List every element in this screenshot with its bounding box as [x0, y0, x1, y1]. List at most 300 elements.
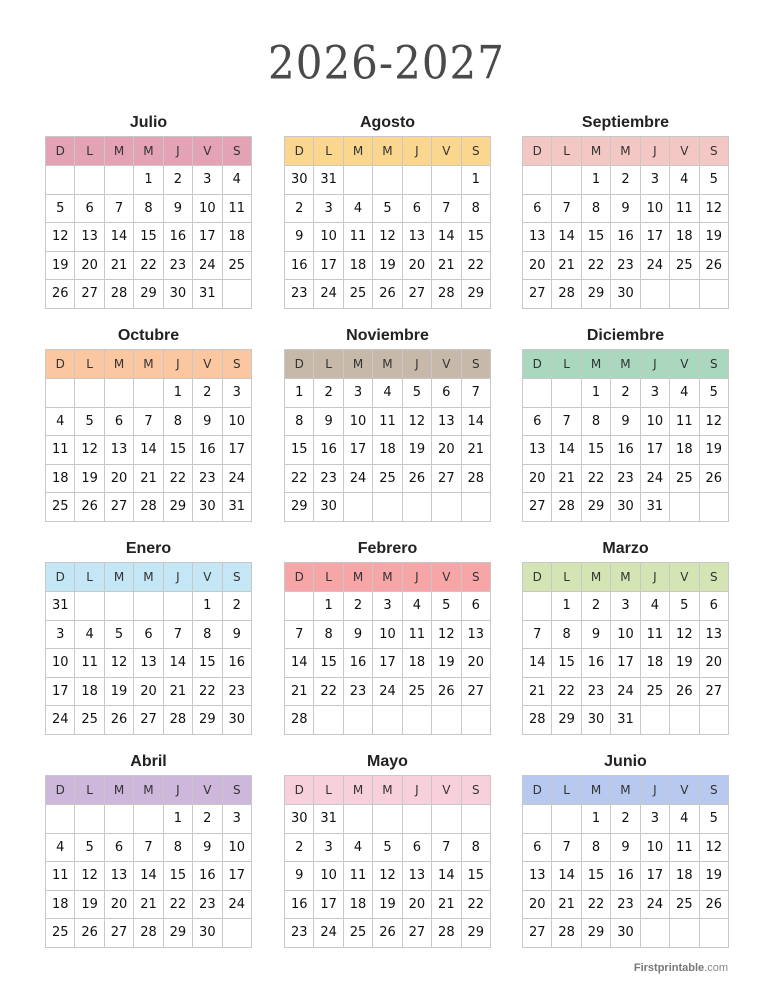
day-cell: 18: [670, 862, 699, 891]
day-cell: 22: [193, 677, 222, 706]
day-cell: [163, 592, 192, 621]
day-cell: 29: [581, 493, 610, 522]
day-cell: 15: [163, 862, 192, 891]
weekday-label: S: [699, 563, 728, 592]
day-cell: 2: [343, 592, 372, 621]
week-row: [523, 833, 729, 862]
weekday-label: L: [552, 776, 581, 805]
day-cell: 1: [314, 592, 343, 621]
day-cell: 4: [343, 833, 372, 862]
weekday-label: L: [75, 350, 104, 379]
weekday-label: S: [461, 137, 490, 166]
day-cell: 5: [699, 805, 728, 834]
day-cell: 24: [373, 677, 402, 706]
day-cell: 25: [343, 919, 372, 948]
week-row: [523, 592, 729, 621]
day-cell: [104, 805, 133, 834]
weekday-label: M: [134, 137, 163, 166]
month-abril: [45, 749, 252, 948]
week-row: [46, 649, 252, 678]
week-row: [523, 890, 729, 919]
day-cell: 14: [523, 649, 552, 678]
day-cell: 4: [670, 166, 699, 195]
day-cell: 16: [314, 436, 343, 465]
day-cell: 15: [285, 436, 314, 465]
day-cell: 18: [46, 890, 75, 919]
day-cell: 5: [402, 379, 431, 408]
week-row: [523, 493, 729, 522]
day-cell: 2: [611, 379, 640, 408]
weekday-label: J: [402, 137, 431, 166]
day-cell: [552, 379, 581, 408]
day-cell: [432, 805, 461, 834]
day-cell: 27: [461, 677, 490, 706]
day-cell: 27: [523, 919, 552, 948]
weekday-header-row: [46, 563, 252, 592]
month-name: Febrero: [357, 540, 418, 557]
day-cell: [285, 592, 314, 621]
weekday-label: D: [46, 776, 75, 805]
day-cell: 13: [699, 620, 728, 649]
day-cell: 20: [523, 464, 552, 493]
day-cell: 23: [285, 919, 314, 948]
day-cell: 18: [343, 890, 372, 919]
weekday-label: V: [432, 350, 461, 379]
day-cell: 17: [640, 223, 669, 252]
day-cell: 27: [104, 919, 133, 948]
day-cell: 24: [314, 919, 343, 948]
day-cell: 13: [104, 862, 133, 891]
day-cell: 8: [163, 407, 192, 436]
day-cell: 17: [343, 436, 372, 465]
day-cell: 29: [461, 919, 490, 948]
month-marzo: [522, 536, 729, 735]
day-cell: 17: [222, 436, 251, 465]
day-cell: 13: [523, 223, 552, 252]
day-cell: 8: [193, 620, 222, 649]
weekday-header-row: [285, 563, 491, 592]
day-cell: 27: [432, 464, 461, 493]
weekday-label: V: [193, 350, 222, 379]
month-noviembre: [284, 323, 491, 522]
day-cell: [699, 919, 728, 948]
day-cell: 13: [75, 223, 104, 252]
day-cell: 27: [402, 919, 431, 948]
day-cell: 21: [104, 251, 133, 280]
weekday-label: S: [461, 563, 490, 592]
day-cell: 22: [461, 251, 490, 280]
month-table: [522, 562, 729, 735]
week-row: [523, 436, 729, 465]
day-cell: 20: [104, 890, 133, 919]
day-cell: 15: [134, 223, 163, 252]
day-cell: 10: [193, 194, 222, 223]
day-cell: 5: [373, 194, 402, 223]
day-cell: 31: [46, 592, 75, 621]
week-row: [523, 706, 729, 735]
day-cell: 13: [402, 862, 431, 891]
month-octubre: [45, 323, 252, 522]
day-cell: 8: [581, 194, 610, 223]
weekday-label: L: [552, 137, 581, 166]
week-row: [523, 280, 729, 309]
day-cell: 18: [402, 649, 431, 678]
day-cell: 18: [343, 251, 372, 280]
day-cell: 14: [432, 862, 461, 891]
day-cell: 13: [523, 862, 552, 891]
day-cell: 29: [552, 706, 581, 735]
day-cell: 26: [104, 706, 133, 735]
day-cell: 13: [461, 620, 490, 649]
month-name: Marzo: [602, 540, 649, 557]
day-cell: 29: [163, 919, 192, 948]
week-row: [523, 620, 729, 649]
weekday-label: S: [699, 350, 728, 379]
footer-credit: [634, 962, 728, 974]
day-cell: 22: [581, 251, 610, 280]
week-row: [46, 407, 252, 436]
day-cell: 1: [461, 166, 490, 195]
day-cell: 18: [222, 223, 251, 252]
day-cell: 31: [222, 493, 251, 522]
weekday-header-row: [285, 137, 491, 166]
day-cell: 10: [343, 407, 372, 436]
day-cell: 17: [193, 223, 222, 252]
day-cell: 1: [193, 592, 222, 621]
week-row: [285, 890, 491, 919]
month-febrero: [284, 536, 491, 735]
day-cell: 27: [104, 493, 133, 522]
day-cell: 7: [552, 833, 581, 862]
week-row: [46, 592, 252, 621]
day-cell: 2: [193, 379, 222, 408]
weekday-label: M: [611, 350, 640, 379]
day-cell: 25: [670, 890, 699, 919]
day-cell: 17: [314, 251, 343, 280]
weekday-label: M: [134, 563, 163, 592]
day-cell: 12: [699, 407, 728, 436]
day-cell: 9: [193, 833, 222, 862]
day-cell: 14: [104, 223, 133, 252]
month-table: [522, 136, 729, 309]
day-cell: 10: [640, 833, 669, 862]
weekday-label: M: [343, 776, 372, 805]
month-name: Enero: [125, 540, 172, 557]
day-cell: [461, 706, 490, 735]
day-cell: 1: [552, 592, 581, 621]
weekday-label: D: [523, 137, 552, 166]
day-cell: 26: [699, 890, 728, 919]
day-cell: 6: [523, 407, 552, 436]
day-cell: 23: [611, 464, 640, 493]
day-cell: 28: [552, 919, 581, 948]
weekday-label: J: [640, 350, 669, 379]
weekday-label: J: [640, 137, 669, 166]
day-cell: 15: [461, 223, 490, 252]
day-cell: 17: [46, 677, 75, 706]
day-cell: 18: [670, 223, 699, 252]
day-cell: [552, 166, 581, 195]
weekday-header-row: [285, 776, 491, 805]
day-cell: [222, 919, 251, 948]
day-cell: 22: [314, 677, 343, 706]
day-cell: 17: [314, 890, 343, 919]
weekday-label: L: [75, 137, 104, 166]
day-cell: 23: [222, 677, 251, 706]
day-cell: 3: [222, 805, 251, 834]
day-cell: 28: [461, 464, 490, 493]
day-cell: 12: [432, 620, 461, 649]
week-row: [285, 592, 491, 621]
day-cell: [104, 379, 133, 408]
day-cell: 30: [163, 280, 192, 309]
day-cell: 20: [402, 251, 431, 280]
weekday-label: M: [581, 350, 610, 379]
weekday-label: D: [46, 350, 75, 379]
day-cell: 4: [46, 833, 75, 862]
day-cell: 17: [373, 649, 402, 678]
day-cell: 29: [193, 706, 222, 735]
day-cell: 1: [163, 379, 192, 408]
week-row: [285, 223, 491, 252]
day-cell: 20: [75, 251, 104, 280]
day-cell: 10: [222, 407, 251, 436]
day-cell: 13: [432, 407, 461, 436]
day-cell: 29: [163, 493, 192, 522]
weekday-label: M: [581, 563, 610, 592]
day-cell: 21: [523, 677, 552, 706]
weekday-label: D: [46, 563, 75, 592]
week-row: [523, 379, 729, 408]
week-row: [46, 280, 252, 309]
month-table: [45, 136, 252, 309]
weekday-label: J: [402, 563, 431, 592]
day-cell: 1: [581, 805, 610, 834]
day-cell: 8: [461, 194, 490, 223]
weekday-label: M: [134, 776, 163, 805]
weekday-header-row: [46, 776, 252, 805]
day-cell: 28: [523, 706, 552, 735]
day-cell: 16: [611, 862, 640, 891]
weekday-label: M: [134, 350, 163, 379]
day-cell: [46, 379, 75, 408]
day-cell: 11: [640, 620, 669, 649]
weekday-label: M: [104, 563, 133, 592]
day-cell: 27: [402, 280, 431, 309]
month-table: [522, 349, 729, 522]
day-cell: [373, 805, 402, 834]
day-cell: 9: [285, 223, 314, 252]
day-cell: 23: [285, 280, 314, 309]
day-cell: [523, 166, 552, 195]
week-row: [46, 194, 252, 223]
month-name: Junio: [604, 753, 647, 770]
day-cell: 4: [75, 620, 104, 649]
day-cell: 11: [402, 620, 431, 649]
day-cell: 12: [699, 833, 728, 862]
weekday-label: V: [670, 350, 699, 379]
weekday-label: V: [193, 776, 222, 805]
day-cell: 19: [373, 890, 402, 919]
day-cell: 11: [222, 194, 251, 223]
day-cell: 21: [134, 890, 163, 919]
weekday-label: L: [314, 137, 343, 166]
day-cell: 13: [402, 223, 431, 252]
day-cell: 2: [314, 379, 343, 408]
day-cell: 3: [314, 194, 343, 223]
day-cell: 2: [581, 592, 610, 621]
weekday-label: M: [581, 776, 610, 805]
weekday-label: V: [432, 563, 461, 592]
day-cell: 25: [640, 677, 669, 706]
day-cell: 14: [134, 436, 163, 465]
week-row: [46, 862, 252, 891]
day-cell: [134, 592, 163, 621]
day-cell: 4: [46, 407, 75, 436]
day-cell: [523, 592, 552, 621]
day-cell: [699, 706, 728, 735]
week-row: [523, 166, 729, 195]
weekday-label: L: [314, 350, 343, 379]
week-row: [285, 464, 491, 493]
day-cell: 11: [343, 862, 372, 891]
week-row: [46, 706, 252, 735]
day-cell: 17: [611, 649, 640, 678]
day-cell: 22: [285, 464, 314, 493]
week-row: [523, 194, 729, 223]
weekday-label: D: [285, 563, 314, 592]
week-row: [285, 407, 491, 436]
day-cell: 12: [75, 436, 104, 465]
day-cell: 25: [343, 280, 372, 309]
day-cell: [640, 919, 669, 948]
day-cell: 19: [432, 649, 461, 678]
day-cell: 23: [611, 251, 640, 280]
day-cell: 15: [193, 649, 222, 678]
day-cell: 30: [581, 706, 610, 735]
day-cell: 5: [46, 194, 75, 223]
weekday-label: M: [343, 563, 372, 592]
day-cell: 9: [611, 407, 640, 436]
day-cell: 14: [552, 436, 581, 465]
day-cell: 5: [75, 833, 104, 862]
day-cell: 4: [402, 592, 431, 621]
week-row: [46, 620, 252, 649]
day-cell: 3: [314, 833, 343, 862]
weekday-label: S: [699, 137, 728, 166]
day-cell: 5: [75, 407, 104, 436]
day-cell: 24: [640, 890, 669, 919]
day-cell: 5: [699, 379, 728, 408]
day-cell: [523, 805, 552, 834]
weekday-label: D: [523, 350, 552, 379]
day-cell: 9: [163, 194, 192, 223]
day-cell: 21: [134, 464, 163, 493]
week-row: [46, 677, 252, 706]
day-cell: 2: [163, 166, 192, 195]
day-cell: 6: [402, 194, 431, 223]
day-cell: 21: [461, 436, 490, 465]
day-cell: 28: [134, 919, 163, 948]
day-cell: 29: [581, 919, 610, 948]
day-cell: 8: [314, 620, 343, 649]
weekday-header-row: [523, 776, 729, 805]
month-name: Abril: [130, 753, 167, 770]
footer-brand: Firstprintable: [633, 962, 705, 974]
day-cell: 30: [611, 493, 640, 522]
day-cell: 9: [222, 620, 251, 649]
weekday-label: M: [611, 563, 640, 592]
day-cell: 22: [581, 464, 610, 493]
day-cell: 1: [163, 805, 192, 834]
weekday-label: M: [611, 776, 640, 805]
day-cell: 30: [285, 166, 314, 195]
weekday-label: D: [46, 137, 75, 166]
month-name: Julio: [129, 114, 168, 131]
weekday-label: L: [314, 776, 343, 805]
day-cell: [699, 280, 728, 309]
weekday-label: S: [699, 776, 728, 805]
weekday-label: V: [670, 563, 699, 592]
day-cell: 22: [163, 464, 192, 493]
day-cell: [104, 166, 133, 195]
day-cell: [461, 805, 490, 834]
day-cell: 30: [222, 706, 251, 735]
day-cell: 29: [134, 280, 163, 309]
day-cell: 6: [461, 592, 490, 621]
weekday-label: M: [343, 137, 372, 166]
day-cell: 16: [285, 890, 314, 919]
day-cell: [134, 379, 163, 408]
week-row: [523, 251, 729, 280]
day-cell: 7: [163, 620, 192, 649]
day-cell: 19: [75, 464, 104, 493]
month-enero: [45, 536, 252, 735]
day-cell: 16: [285, 251, 314, 280]
day-cell: 16: [163, 223, 192, 252]
day-cell: 28: [432, 919, 461, 948]
weekday-label: V: [193, 137, 222, 166]
day-cell: 21: [432, 251, 461, 280]
day-cell: 23: [581, 677, 610, 706]
day-cell: 3: [640, 166, 669, 195]
day-cell: 15: [581, 223, 610, 252]
weekday-label: J: [640, 776, 669, 805]
day-cell: 4: [373, 379, 402, 408]
weekday-label: S: [222, 776, 251, 805]
day-cell: [402, 706, 431, 735]
week-row: [285, 493, 491, 522]
day-cell: 11: [46, 436, 75, 465]
day-cell: 20: [432, 436, 461, 465]
day-cell: 24: [46, 706, 75, 735]
weekday-label: L: [314, 563, 343, 592]
day-cell: 24: [314, 280, 343, 309]
day-cell: 3: [343, 379, 372, 408]
weekday-label: J: [163, 137, 192, 166]
day-cell: 19: [670, 649, 699, 678]
day-cell: 19: [699, 862, 728, 891]
day-cell: 2: [193, 805, 222, 834]
day-cell: 8: [163, 833, 192, 862]
day-cell: 16: [611, 436, 640, 465]
day-cell: 13: [134, 649, 163, 678]
day-cell: 26: [402, 464, 431, 493]
weekday-label: D: [523, 563, 552, 592]
day-cell: 19: [699, 223, 728, 252]
week-row: [46, 919, 252, 948]
week-row: [285, 436, 491, 465]
